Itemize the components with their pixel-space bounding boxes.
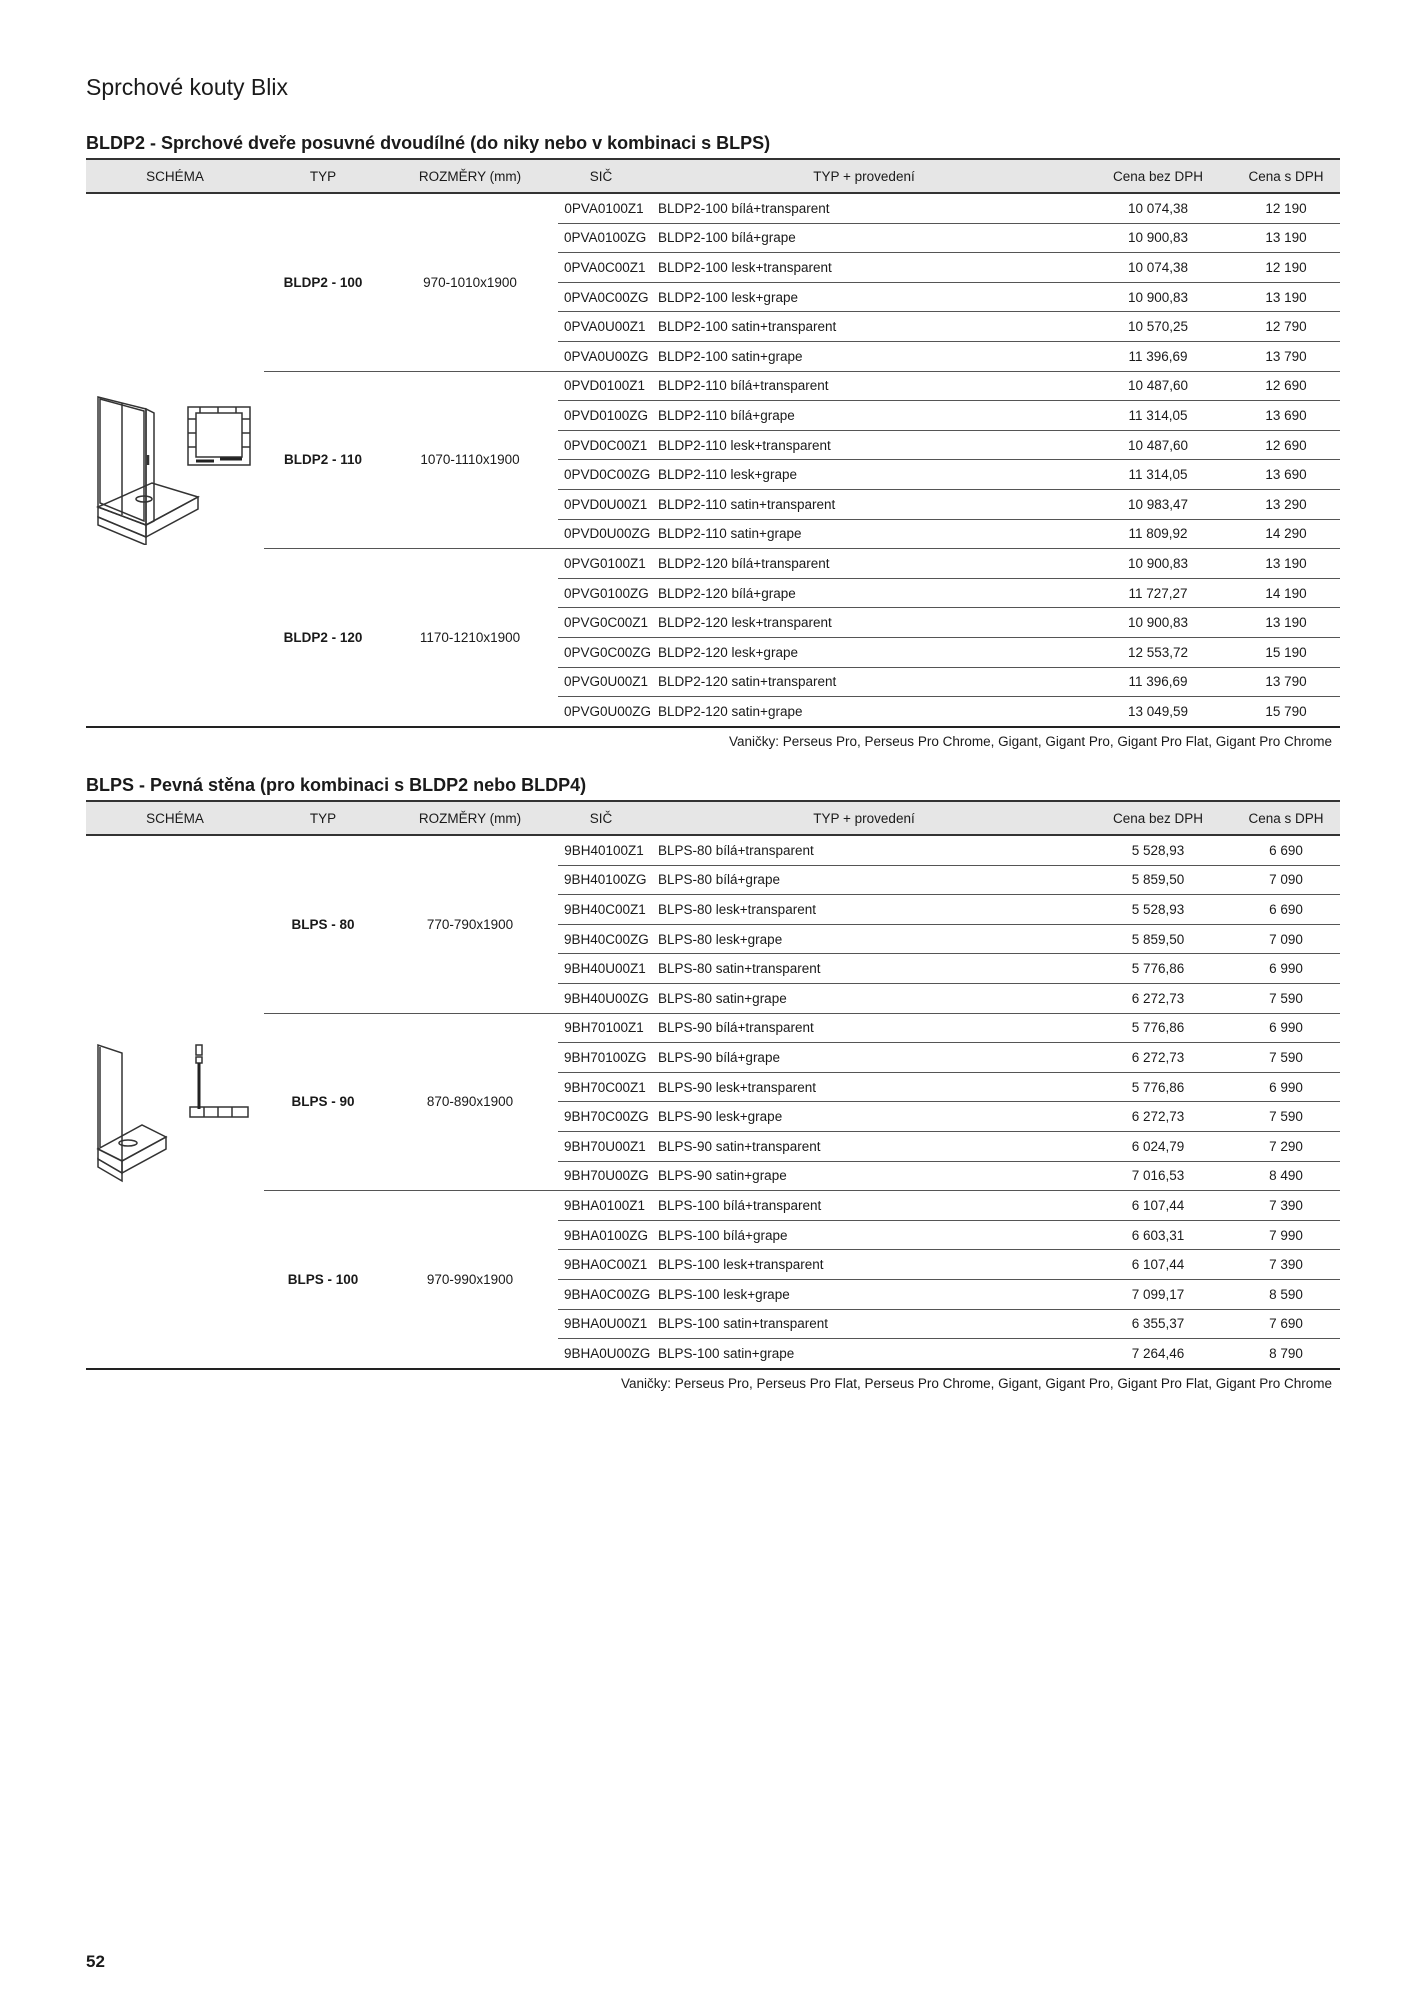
price-in-cell: 7 290 (1232, 1131, 1340, 1161)
price-ex-cell: 11 314,05 (1084, 460, 1232, 490)
product-name-cell: BLDP2-120 lesk+grape (644, 637, 1084, 667)
sic-cell: 9BHA0U00ZG (558, 1339, 644, 1369)
product-name-cell: BLPS-90 bílá+grape (644, 1043, 1084, 1073)
product-name-cell: BLPS-100 satin+transparent (644, 1309, 1084, 1339)
table-row (86, 371, 1340, 401)
sic-cell: 0PVD0C00ZG (558, 460, 644, 490)
sic-cell: 9BH40C00ZG (558, 924, 644, 954)
price-ex-cell: 10 900,83 (1084, 549, 1232, 579)
product-name-cell: BLPS-90 lesk+grape (644, 1102, 1084, 1132)
dimensions-cell: 770-790x1900 (382, 835, 558, 1013)
sic-cell: 9BH70100ZG (558, 1043, 644, 1073)
price-ex-cell: 10 570,25 (1084, 312, 1232, 342)
price-ex-cell: 10 487,60 (1084, 371, 1232, 401)
price-in-cell: 7 590 (1232, 1043, 1340, 1073)
column-header-dims: ROZMĚRY (mm) (382, 159, 558, 193)
dimensions-cell: 1070-1110x1900 (382, 371, 558, 549)
product-name-cell: BLDP2-100 satin+grape (644, 341, 1084, 371)
column-header-typ: TYP (264, 159, 382, 193)
price-ex-cell: 11 314,05 (1084, 401, 1232, 431)
product-name-cell: BLDP2-100 lesk+grape (644, 282, 1084, 312)
product-name-cell: BLDP2-120 satin+transparent (644, 667, 1084, 697)
section-title: BLPS - Pevná stěna (pro kombinaci s BLDP2 nebo BLDP4) (86, 775, 587, 795)
sic-cell: 9BH40100ZG (558, 865, 644, 895)
price-ex-cell: 10 074,38 (1084, 193, 1232, 223)
table-row (86, 835, 1340, 865)
price-ex-cell: 10 900,83 (1084, 282, 1232, 312)
column-header-sic: SIČ (558, 801, 644, 835)
sic-cell: 0PVG0C00Z1 (558, 608, 644, 638)
product-name-cell: BLDP2-120 satin+grape (644, 697, 1084, 727)
sic-cell: 0PVD0C00Z1 (558, 430, 644, 460)
typ-cell: BLPS - 100 (264, 1191, 382, 1369)
price-in-cell: 6 690 (1232, 895, 1340, 925)
price-in-cell: 7 390 (1232, 1191, 1340, 1221)
price-in-cell: 13 790 (1232, 667, 1340, 697)
section-bldp2 (86, 128, 1340, 754)
product-name-cell: BLDP2-120 bílá+transparent (644, 549, 1084, 579)
section-title: BLDP2 - Sprchové dveře posuvné dvoudílné (do niky nebo v kombinaci s BLPS) (86, 133, 771, 153)
sic-cell: 0PVA0C00Z1 (558, 253, 644, 283)
column-header-schema: SCHÉMA (86, 159, 264, 193)
column-header-sic: SIČ (558, 159, 644, 193)
price-in-cell: 7 990 (1232, 1220, 1340, 1250)
sic-cell: 9BH70C00Z1 (558, 1072, 644, 1102)
price-in-cell: 7 090 (1232, 924, 1340, 954)
sic-cell: 9BH70U00ZG (558, 1161, 644, 1191)
sic-cell: 9BHA0100ZG (558, 1220, 644, 1250)
table-row (86, 1013, 1340, 1043)
product-name-cell: BLDP2-100 bílá+transparent (644, 193, 1084, 223)
price-in-cell: 13 190 (1232, 549, 1340, 579)
schema-cell (86, 835, 264, 1369)
column-header-price-in: Cena s DPH (1232, 801, 1340, 835)
sic-cell: 0PVA0C00ZG (558, 282, 644, 312)
price-in-cell: 7 690 (1232, 1309, 1340, 1339)
price-in-cell: 6 990 (1232, 954, 1340, 984)
price-ex-cell: 7 016,53 (1084, 1161, 1232, 1191)
page-number: 52 (86, 1952, 105, 1971)
price-in-cell: 13 190 (1232, 223, 1340, 253)
product-name-cell: BLPS-80 satin+grape (644, 983, 1084, 1013)
product-name-cell: BLDP2-100 bílá+grape (644, 223, 1084, 253)
column-header-typ-provedeni: TYP + provedení (644, 159, 1084, 193)
sic-cell: 9BH40C00Z1 (558, 895, 644, 925)
price-ex-cell: 5 859,50 (1084, 865, 1232, 895)
sliding-door-schema-icon (86, 375, 266, 545)
dimensions-cell: 870-890x1900 (382, 1013, 558, 1191)
product-name-cell: BLDP2-110 lesk+transparent (644, 430, 1084, 460)
product-name-cell: BLPS-100 bílá+transparent (644, 1191, 1084, 1221)
price-ex-cell: 12 553,72 (1084, 637, 1232, 667)
price-in-cell: 8 490 (1232, 1161, 1340, 1191)
table-row (86, 1191, 1340, 1221)
dimensions-cell: 970-1010x1900 (382, 193, 558, 371)
price-in-cell: 12 690 (1232, 371, 1340, 401)
product-name-cell: BLDP2-110 bílá+transparent (644, 371, 1084, 401)
sic-cell: 0PVG0100Z1 (558, 549, 644, 579)
price-ex-cell: 10 900,83 (1084, 608, 1232, 638)
price-ex-cell: 7 264,46 (1084, 1339, 1232, 1369)
price-ex-cell: 11 809,92 (1084, 519, 1232, 549)
sic-cell: 0PVG0U00ZG (558, 697, 644, 727)
product-name-cell: BLPS-100 bílá+grape (644, 1220, 1084, 1250)
table-row (86, 193, 1340, 223)
sic-cell: 9BH40100Z1 (558, 835, 644, 865)
sic-cell: 9BHA0100Z1 (558, 1191, 644, 1221)
product-name-cell: BLPS-80 lesk+transparent (644, 895, 1084, 925)
product-name-cell: BLDP2-110 lesk+grape (644, 460, 1084, 490)
sic-cell: 9BHA0U00Z1 (558, 1309, 644, 1339)
price-ex-cell: 6 024,79 (1084, 1131, 1232, 1161)
price-ex-cell: 13 049,59 (1084, 697, 1232, 727)
price-ex-cell: 11 396,69 (1084, 341, 1232, 371)
typ-cell: BLPS - 80 (264, 835, 382, 1013)
product-name-cell: BLPS-80 satin+transparent (644, 954, 1084, 984)
sic-cell: 9BH70C00ZG (558, 1102, 644, 1132)
column-header-price-ex: Cena bez DPH (1084, 159, 1232, 193)
product-name-cell: BLPS-100 lesk+transparent (644, 1250, 1084, 1280)
schema-cell (86, 193, 264, 727)
sic-cell: 9BH70100Z1 (558, 1013, 644, 1043)
price-in-cell: 12 790 (1232, 312, 1340, 342)
product-name-cell: BLDP2-100 lesk+transparent (644, 253, 1084, 283)
sic-cell: 0PVG0100ZG (558, 578, 644, 608)
table-body (86, 193, 1340, 727)
sic-cell: 0PVA0U00ZG (558, 341, 644, 371)
product-name-cell: BLPS-80 bílá+grape (644, 865, 1084, 895)
product-name-cell: BLDP2-110 satin+transparent (644, 489, 1084, 519)
price-in-cell: 13 190 (1232, 282, 1340, 312)
price-ex-cell: 10 487,60 (1084, 430, 1232, 460)
price-in-cell: 13 790 (1232, 341, 1340, 371)
price-ex-cell: 7 099,17 (1084, 1279, 1232, 1309)
column-header-dims: ROZMĚRY (mm) (382, 801, 558, 835)
price-in-cell: 7 090 (1232, 865, 1340, 895)
product-name-cell: BLDP2-100 satin+transparent (644, 312, 1084, 342)
product-name-cell: BLPS-90 satin+transparent (644, 1131, 1084, 1161)
sic-cell: 9BHA0C00Z1 (558, 1250, 644, 1280)
price-ex-cell: 6 272,73 (1084, 983, 1232, 1013)
sic-cell: 0PVG0U00Z1 (558, 667, 644, 697)
price-in-cell: 13 290 (1232, 489, 1340, 519)
price-in-cell: 13 690 (1232, 460, 1340, 490)
price-ex-cell: 6 603,31 (1084, 1220, 1232, 1250)
price-ex-cell: 5 776,86 (1084, 1072, 1232, 1102)
price-in-cell: 12 190 (1232, 253, 1340, 283)
price-ex-cell: 10 983,47 (1084, 489, 1232, 519)
price-ex-cell: 5 776,86 (1084, 954, 1232, 984)
sic-cell: 0PVD0100Z1 (558, 371, 644, 401)
price-table (86, 800, 1340, 1370)
table-body (86, 835, 1340, 1369)
price-ex-cell: 10 074,38 (1084, 253, 1232, 283)
sic-cell: 0PVA0U00Z1 (558, 312, 644, 342)
price-in-cell: 12 690 (1232, 430, 1340, 460)
price-ex-cell: 6 355,37 (1084, 1309, 1232, 1339)
sic-cell: 0PVA0100Z1 (558, 193, 644, 223)
product-name-cell: BLPS-80 bílá+transparent (644, 835, 1084, 865)
product-name-cell: BLDP2-110 bílá+grape (644, 401, 1084, 431)
table-header-row (86, 159, 1340, 193)
price-in-cell: 14 290 (1232, 519, 1340, 549)
dimensions-cell: 1170-1210x1900 (382, 549, 558, 727)
sic-cell: 9BH40U00ZG (558, 983, 644, 1013)
product-name-cell: BLPS-90 satin+grape (644, 1161, 1084, 1191)
price-in-cell: 7 390 (1232, 1250, 1340, 1280)
price-in-cell: 12 190 (1232, 193, 1340, 223)
product-name-cell: BLPS-80 lesk+grape (644, 924, 1084, 954)
typ-cell: BLPS - 90 (264, 1013, 382, 1191)
product-name-cell: BLPS-90 bílá+transparent (644, 1013, 1084, 1043)
sic-cell: 0PVD0U00Z1 (558, 489, 644, 519)
price-ex-cell: 6 272,73 (1084, 1102, 1232, 1132)
sic-cell: 0PVA0100ZG (558, 223, 644, 253)
price-ex-cell: 6 272,73 (1084, 1043, 1232, 1073)
table-header-row (86, 801, 1340, 835)
column-header-price-ex: Cena bez DPH (1084, 801, 1232, 835)
product-name-cell: BLDP2-120 bílá+grape (644, 578, 1084, 608)
dimensions-cell: 970-990x1900 (382, 1191, 558, 1369)
price-in-cell: 15 190 (1232, 637, 1340, 667)
typ-cell: BLDP2 - 110 (264, 371, 382, 549)
product-name-cell: BLDP2-120 lesk+transparent (644, 608, 1084, 638)
price-in-cell: 7 590 (1232, 983, 1340, 1013)
price-ex-cell: 11 727,27 (1084, 578, 1232, 608)
price-in-cell: 8 790 (1232, 1339, 1340, 1369)
price-ex-cell: 5 528,93 (1084, 835, 1232, 865)
trays-note: Vaničky: Perseus Pro, Perseus Pro Chrome, Gigant, Gigant Pro, Gigant Pro Flat, Gigant Pro Chrome (728, 733, 1332, 749)
price-table (86, 158, 1340, 728)
price-ex-cell: 5 528,93 (1084, 895, 1232, 925)
price-ex-cell: 11 396,69 (1084, 667, 1232, 697)
typ-cell: BLDP2 - 100 (264, 193, 382, 371)
price-in-cell: 7 590 (1232, 1102, 1340, 1132)
product-name-cell: BLDP2-110 satin+grape (644, 519, 1084, 549)
column-header-price-in: Cena s DPH (1232, 159, 1340, 193)
fixed-wall-schema-icon (86, 1017, 266, 1187)
typ-cell: BLDP2 - 120 (264, 549, 382, 727)
sic-cell: 0PVD0U00ZG (558, 519, 644, 549)
price-in-cell: 13 690 (1232, 401, 1340, 431)
price-ex-cell: 10 900,83 (1084, 223, 1232, 253)
trays-note: Vaničky: Perseus Pro, Perseus Pro Flat, Perseus Pro Chrome, Gigant, Gigant Pro, Gigant Pro Flat, Gigant Pro Chrome (620, 1375, 1332, 1391)
column-header-typ-provedeni: TYP + provedení (644, 801, 1084, 835)
price-ex-cell: 5 859,50 (1084, 924, 1232, 954)
price-in-cell: 14 190 (1232, 578, 1340, 608)
sic-cell: 9BH70U00Z1 (558, 1131, 644, 1161)
product-name-cell: BLPS-100 lesk+grape (644, 1279, 1084, 1309)
sic-cell: 0PVG0C00ZG (558, 637, 644, 667)
price-in-cell: 6 690 (1232, 835, 1340, 865)
sic-cell: 9BHA0C00ZG (558, 1279, 644, 1309)
price-in-cell: 6 990 (1232, 1072, 1340, 1102)
sic-cell: 9BH40U00Z1 (558, 954, 644, 984)
price-in-cell: 6 990 (1232, 1013, 1340, 1043)
table-row (86, 549, 1340, 579)
page-title: Sprchové kouty Blix (86, 74, 288, 100)
price-ex-cell: 6 107,44 (1084, 1250, 1232, 1280)
price-ex-cell: 6 107,44 (1084, 1191, 1232, 1221)
product-name-cell: BLPS-100 satin+grape (644, 1339, 1084, 1369)
price-in-cell: 13 190 (1232, 608, 1340, 638)
sic-cell: 0PVD0100ZG (558, 401, 644, 431)
section-blps (86, 770, 1340, 1396)
column-header-typ: TYP (264, 801, 382, 835)
column-header-schema: SCHÉMA (86, 801, 264, 835)
product-name-cell: BLPS-90 lesk+transparent (644, 1072, 1084, 1102)
price-ex-cell: 5 776,86 (1084, 1013, 1232, 1043)
price-in-cell: 8 590 (1232, 1279, 1340, 1309)
price-in-cell: 15 790 (1232, 697, 1340, 727)
